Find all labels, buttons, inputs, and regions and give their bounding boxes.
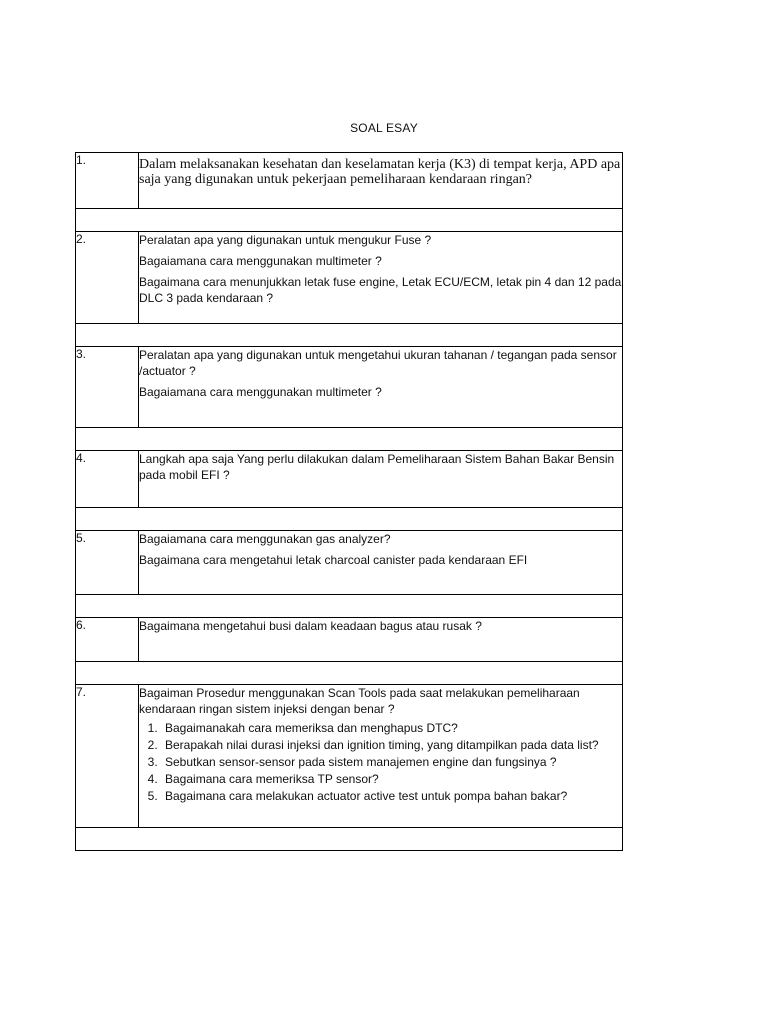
question-text — [139, 618, 623, 662]
question-row-2 — [76, 232, 623, 324]
question-paragraph: Dalam melaksanakan kesehatan dan keselamatan kerja (K3) di tempat kerja, APD apa saja yang digunakan untuk pekerjaan pemeliharaan kendaraan ringan? — [139, 157, 621, 187]
question-row-5 — [76, 531, 623, 595]
question-text — [139, 531, 623, 595]
question-paragraph: Bagaiamana cara menggunakan multimeter ? — [139, 254, 382, 268]
question-paragraph: Peralatan apa yang digunakan untuk mengukur Fuse ? — [139, 233, 432, 247]
spacer-row — [76, 209, 623, 232]
sub-question-item: 1. Bagaimanakah cara memeriksa dan menghapus DTC? — [161, 720, 622, 736]
question-text — [139, 451, 623, 508]
question-number: 3. — [76, 347, 139, 428]
question-text — [139, 685, 623, 828]
essay-table — [75, 152, 623, 851]
question-number: 7. — [76, 685, 139, 828]
sub-question-list — [139, 720, 622, 804]
question-number: 5. — [76, 531, 139, 595]
sub-question-item: 4. Bagaimana cara memeriksa TP sensor? — [161, 771, 622, 787]
question-number: 2. — [76, 232, 139, 324]
page-title: SOAL ESAY — [350, 121, 418, 135]
question-number: 1. — [76, 153, 139, 209]
question-paragraph: Peralatan apa yang digunakan untuk mengetahui ukuran tahanan / tegangan pada sensor /actuator ? — [139, 348, 617, 378]
question-text — [139, 153, 623, 209]
question-paragraph: Bagaiman Prosedur menggunakan Scan Tools pada saat melakukan pemeliharaan kendaraan ringan sistem injeksi dengan benar ? — [139, 686, 580, 716]
question-row-1 — [76, 153, 623, 209]
sub-question-item: 3. Sebutkan sensor-sensor pada sistem manajemen engine dan fungsinya ? — [161, 754, 622, 770]
question-paragraph: Bagaimana cara mengetahui letak charcoal canister pada kendaraan EFI — [139, 553, 528, 567]
question-text — [139, 232, 623, 324]
spacer-row — [76, 828, 623, 851]
sub-question-item: 5. Bagaimana cara melakukan actuator active test untuk pompa bahan bakar? — [161, 788, 622, 804]
sub-question-item: 2. Berapakah nilai durasi injeksi dan ignition timing, yang ditampilkan pada data list? — [161, 737, 622, 753]
question-row-7 — [76, 685, 623, 828]
spacer-row — [76, 662, 623, 685]
question-row-3 — [76, 347, 623, 428]
spacer-row — [76, 428, 623, 451]
spacer-row — [76, 595, 623, 618]
question-paragraph: Langkah apa saja Yang perlu dilakukan dalam Pemeliharaan Sistem Bahan Bakar Bensin pada mobil EFI ? — [139, 452, 615, 482]
question-paragraph: Bagaimana mengetahui busi dalam keadaan bagus atau rusak ? — [139, 619, 482, 633]
question-paragraph: Bagaiamana cara menggunakan multimeter ? — [139, 385, 382, 399]
question-number: 6. — [76, 618, 139, 662]
question-number: 4. — [76, 451, 139, 508]
question-paragraph: Bagaimana cara menunjukkan letak fuse engine, Letak ECU/ECM, letak pin 4 dan 12 pada DLC 3 pada kendaraan ? — [139, 275, 622, 305]
question-paragraph: Bagaiamana cara menggunakan gas analyzer? — [139, 532, 391, 546]
spacer-row — [76, 508, 623, 531]
spacer-row — [76, 324, 623, 347]
question-text — [139, 347, 623, 428]
question-row-4 — [76, 451, 623, 508]
question-row-6 — [76, 618, 623, 662]
